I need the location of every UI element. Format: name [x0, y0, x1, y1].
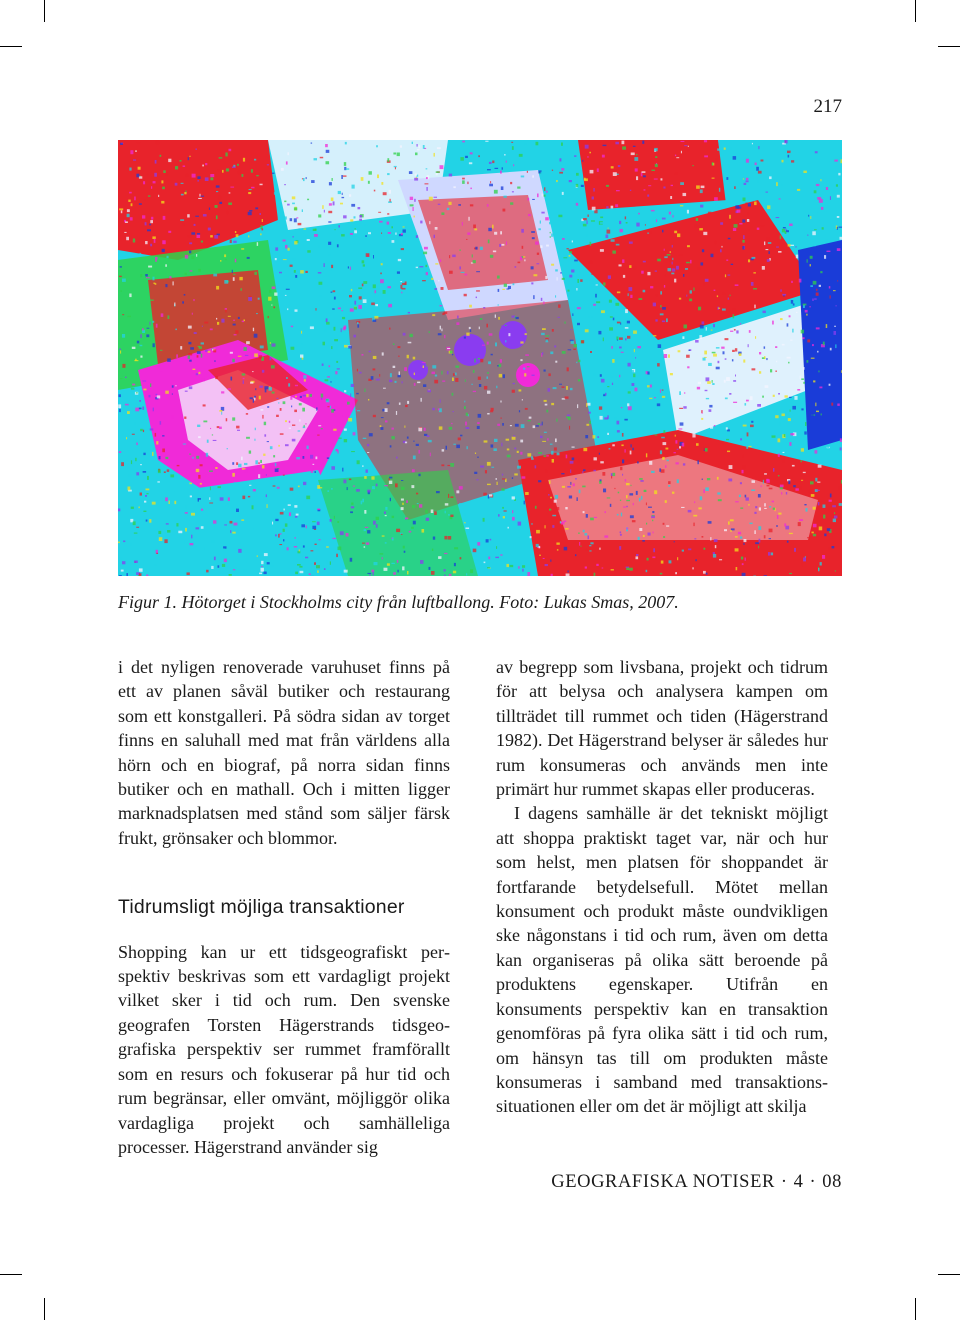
crop-mark — [915, 1298, 916, 1320]
body-paragraph: I dagens samhälle är det tekniskt möjligt att shoppa praktiskt taget var, när och hur som helst, men platsen för shoppandet är fortfarande betydelsefull. Mötet mellan konsument och produkt måste oundvikligen ske någonstans i tid och rum, även om detta kan organiseras på olika sätt beroende på produktens egenskaper. Utifrån en konsuments perspektiv kan en transaktion genomföras på fyra olika sätt i tid och rum, om hänsyn tas till om produkten måste konsumeras i samband med transaktionssituationen eller om det är möjligt att skilja — [496, 803, 828, 1117]
body-paragraph: av begrepp som livsbana, projekt och tidrum för att belysa och analysera kampen om tillträdet till rummet och tiden (Hägerstrand 1982). Det Hägerstrand belyser är således hur rum konsumeras och används men inte primärt hur rummet skapas eller produceras. — [496, 657, 828, 800]
running-footer — [551, 1172, 842, 1193]
crop-mark — [0, 46, 22, 47]
section-heading: Tidrumsligt möjliga transaktioner — [118, 896, 405, 919]
body-paragraph: i det nyligen renoverade varuhuset finns på ett av planen såväl butiker och restaurang som ett konstgalleri. På södra sidan av torget finns en saluhall med mat från världens alla hörn och en biograf, på norra sidan finns butiker och en mathall. Och i mitten ligger marknadsplatsen med stånd som säljer färsk frukt, grönsaker och blommor. — [118, 657, 450, 848]
left-column — [118, 655, 450, 1159]
aerial-photo — [118, 140, 842, 576]
aerial-photo-graphic — [118, 140, 842, 576]
crop-mark — [915, 0, 916, 22]
body-paragraph: Shopping kan ur ett tidsgeografiskt perspektiv beskrivas som ett vardagligt projekt vilket sker i tid och rum. Den svenske geografen Torsten Hägerstrands tidsgeografiska perspektiv ser rummet framförallt som en resurs och fokuserar på hur tid och rum begränsar, eller omvänt, möjliggör olika vardagliga projekt och samhälleliga processer. Hägerstrand använder sig — [118, 941, 450, 1157]
crop-mark — [44, 0, 45, 22]
crop-mark — [938, 46, 960, 47]
page-number: 217 — [813, 96, 842, 117]
year: 08 — [822, 1172, 842, 1192]
crop-mark — [938, 1274, 960, 1275]
separator-dot: · — [809, 1172, 817, 1192]
crop-mark — [44, 1298, 45, 1320]
right-column — [496, 655, 828, 1119]
volume-number: 4 — [793, 1172, 804, 1192]
separator-dot: · — [780, 1172, 788, 1192]
figure-caption: Figur 1. Hötorget i Stockholms city från luftballong. Foto: Lukas Smas, 2007. — [118, 592, 679, 612]
crop-mark — [0, 1274, 22, 1275]
journal-name: GEOGRAFISKA NOTISER — [551, 1172, 775, 1192]
